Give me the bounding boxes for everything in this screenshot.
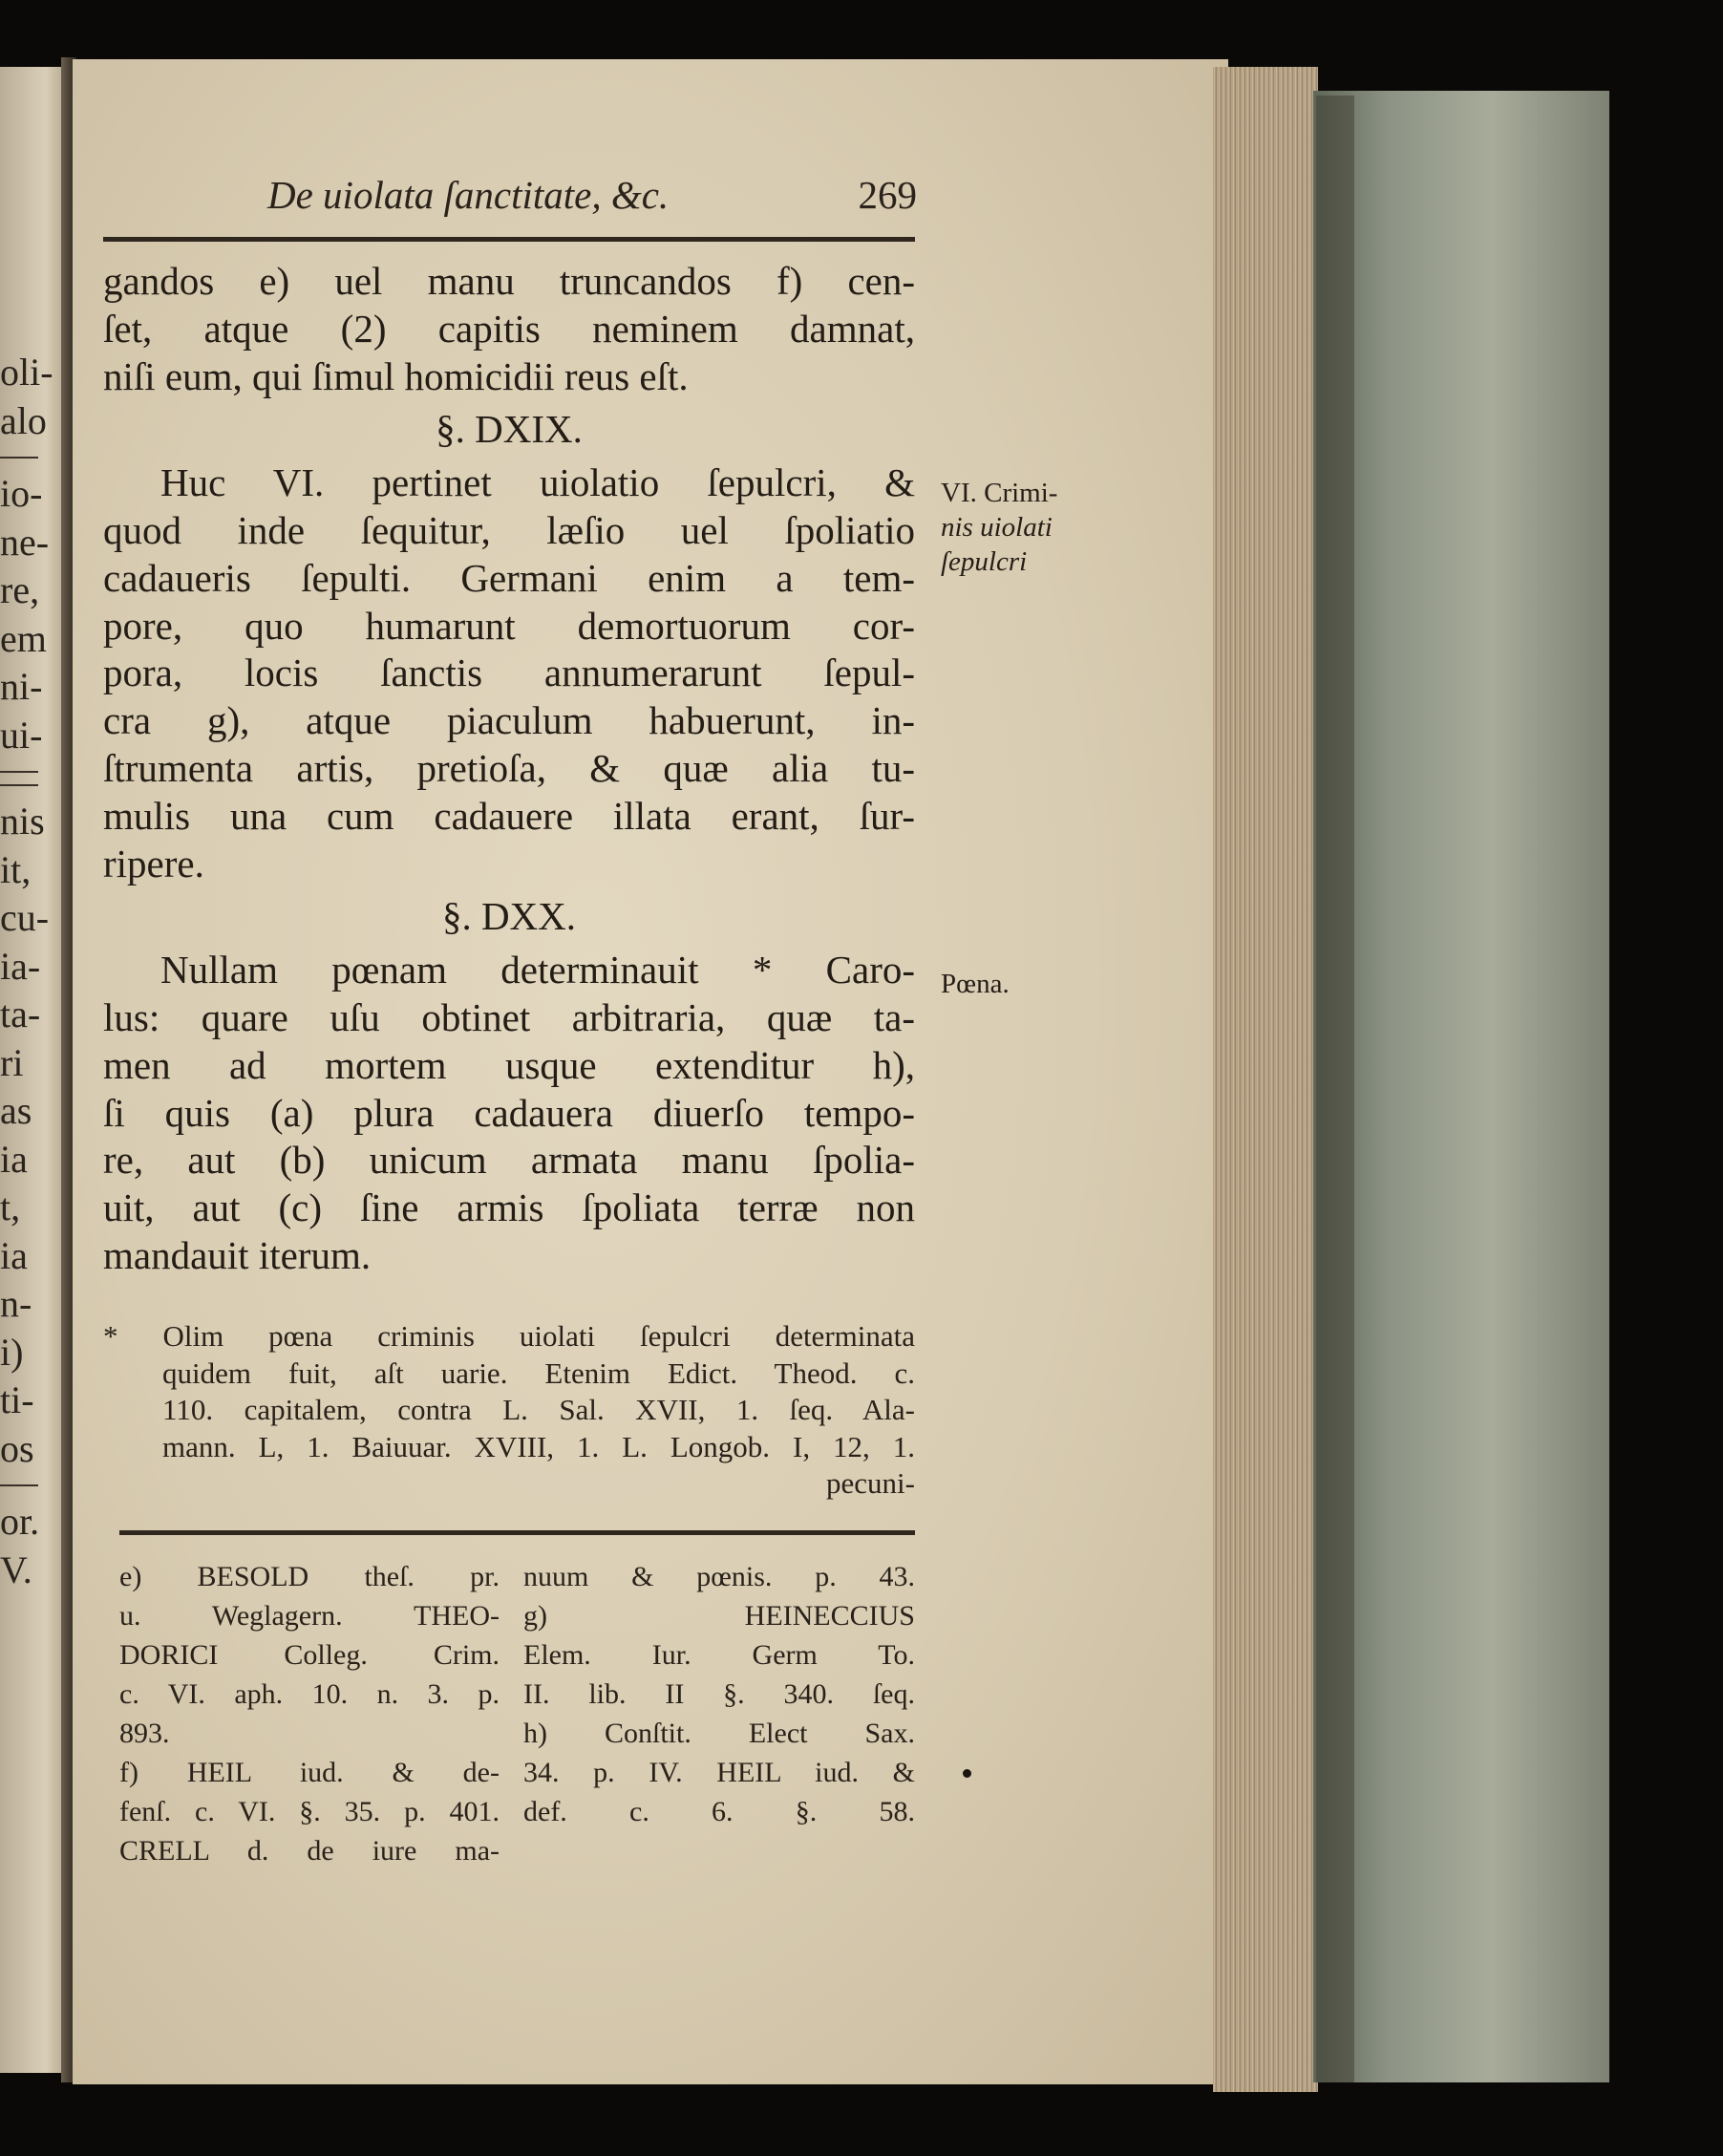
left-page-fragment: ti- — [0, 1378, 34, 1421]
footnote-line: * Olim pœna criminis uiolati ſepulcri determinata — [103, 1319, 915, 1353]
note-line: DORICI Colleg. Crim. — [119, 1639, 500, 1671]
note-line: 34. p. IV. HEIL iud. & — [523, 1757, 915, 1788]
footnote-line: mann. L, 1. Baiuuar. XVIII, 1. L. Longob. I, 12, 1. — [162, 1429, 915, 1463]
left-page-fragment: ni- — [0, 665, 43, 708]
marginal-line: VI. Crimi- — [941, 478, 1058, 508]
note-line: e) BESOLD theſ. pr. — [119, 1561, 500, 1592]
text-line: mulis una cum cadauere illata erant, ſur- — [103, 793, 915, 838]
marginal-note — [941, 476, 1057, 579]
text-line: ſtrumenta artis, pretioſa, & quæ alia tu- — [103, 745, 915, 790]
marginal-line: Pœna. — [941, 969, 1010, 999]
note-line: Elem. Iur. Germ To. — [523, 1639, 915, 1671]
main-text — [103, 258, 915, 1280]
left-page-fragment: re, — [0, 568, 40, 611]
book-cover — [1313, 91, 1609, 2082]
left-page-fragment: ui- — [0, 713, 43, 757]
left-page-fragment: it, — [0, 847, 32, 891]
text-line: lus: quare uſu obtinet arbitraria, quæ ta- — [103, 994, 915, 1039]
text-line: men ad mortem usque extenditur h), — [103, 1042, 915, 1087]
footnote-line: quidem fuit, aſt uarie. Etenim Edict. Theod. c. — [162, 1356, 915, 1390]
text-line: Nullam pœnam determinauit * Caro- — [160, 948, 915, 993]
note-line: CRELL d. de iure ma- — [119, 1835, 500, 1867]
catchword: pecuni- — [826, 1466, 915, 1500]
left-page-edge — [0, 67, 65, 2073]
left-page-rule — [0, 771, 38, 773]
marginal-line: nis uiolati — [941, 512, 1053, 543]
footnote-line: 110. capitalem, contra L. Sal. XVII, 1. ſeq. Ala- — [162, 1393, 915, 1426]
left-page-fragment: alo — [0, 398, 47, 442]
left-page-fragment: ia- — [0, 944, 41, 988]
text-line: cadaueris ſepulti. Germani enim a tem- — [103, 555, 915, 600]
left-page-fragment: os — [0, 1426, 34, 1470]
left-page-fragment: oli- — [0, 351, 53, 394]
running-title: De uiolata ſanctitate, &c. — [267, 173, 670, 217]
left-page-fragment: ta- — [0, 993, 41, 1035]
left-page-fragment: ne- — [0, 520, 50, 564]
left-page-fragment: i) — [0, 1330, 24, 1374]
section-heading: §. DXX. — [441, 894, 577, 939]
marginal-note — [941, 967, 1010, 1001]
text-line: pore, quo humarunt demortuorum cor- — [103, 603, 915, 648]
footnote — [103, 1318, 915, 1503]
text-line: ripere. — [103, 841, 204, 886]
notes-right-column — [523, 1557, 915, 1831]
left-page-fragment: cu- — [0, 896, 50, 939]
page-header — [267, 172, 917, 220]
note-line: f) HEIL iud. & de- — [119, 1757, 500, 1788]
text-line: Huc VI. pertinet uiolatio ſepulcri, & — [160, 460, 915, 505]
cover-shadow — [1316, 96, 1354, 2082]
text-line: cra g), atque piaculum habuerunt, in- — [103, 698, 915, 743]
left-page-rule — [0, 1484, 38, 1486]
text-line: mandauit iterum. — [103, 1232, 372, 1277]
page-edges — [1213, 67, 1318, 2092]
section-heading: §. DXIX. — [436, 407, 583, 452]
text-line: ſi quis (a) plura cadauera diuerſo tempo- — [103, 1090, 915, 1135]
left-page-fragment: ia — [0, 1233, 28, 1277]
note-line: nuum & pœnis. p. 43. — [523, 1561, 915, 1592]
page-number: 269 — [858, 173, 917, 217]
left-page-fragment: em — [0, 616, 47, 660]
left-page-fragments — [0, 349, 59, 1594]
note-line: fenſ. c. VI. §. 35. p. 401. — [119, 1796, 500, 1827]
left-page-rule — [0, 457, 38, 459]
text-line: niſi eum, qui ſimul homicidii reus eſt. — [103, 353, 689, 398]
note-line: c. VI. aph. 10. n. 3. p. — [119, 1678, 500, 1710]
left-page-rule — [0, 784, 38, 786]
text-line: pora, locis ſanctis annumerarunt ſepul- — [103, 651, 915, 695]
left-page-fragment: ia — [0, 1137, 28, 1181]
text-line: uit, aut (c) ſine armis ſpoliata terræ non — [103, 1185, 915, 1230]
left-page-fragment: io- — [0, 472, 43, 515]
header-rule — [103, 237, 915, 242]
notes-rule — [119, 1530, 915, 1535]
note-line: g) HEINECCIUS — [523, 1600, 915, 1632]
note-line: 893. — [119, 1718, 170, 1749]
left-page-fragment: n- — [0, 1282, 32, 1325]
left-page-fragment: as — [0, 1089, 32, 1132]
left-page-fragment: ri — [0, 1040, 24, 1084]
text-line: quod inde ſequitur, læſio uel ſpoliatio — [103, 507, 915, 552]
left-page-fragment: nis — [0, 800, 45, 843]
left-page-fragment: V. — [0, 1548, 32, 1591]
ink-dot — [963, 1769, 971, 1778]
note-line: h) Conſtit. Elect Sax. — [523, 1718, 915, 1749]
left-page-fragment: t, — [0, 1185, 21, 1228]
marginal-line: ſepulcri — [941, 546, 1028, 577]
text-line: re, aut (b) unicum armata manu ſpolia- — [103, 1138, 915, 1183]
text-line: gandos e) uel manu truncandos f) cen- — [103, 259, 915, 303]
note-line: u. Weglagern. THEO- — [119, 1600, 500, 1632]
left-page-fragment: or. — [0, 1500, 40, 1543]
notes-left-column — [119, 1557, 500, 1870]
text-line: ſet, atque (2) capitis neminem damnat, — [103, 306, 915, 351]
note-line: II. lib. II §. 340. ſeq. — [523, 1678, 915, 1710]
note-line: def. c. 6. §. 58. — [523, 1796, 915, 1827]
